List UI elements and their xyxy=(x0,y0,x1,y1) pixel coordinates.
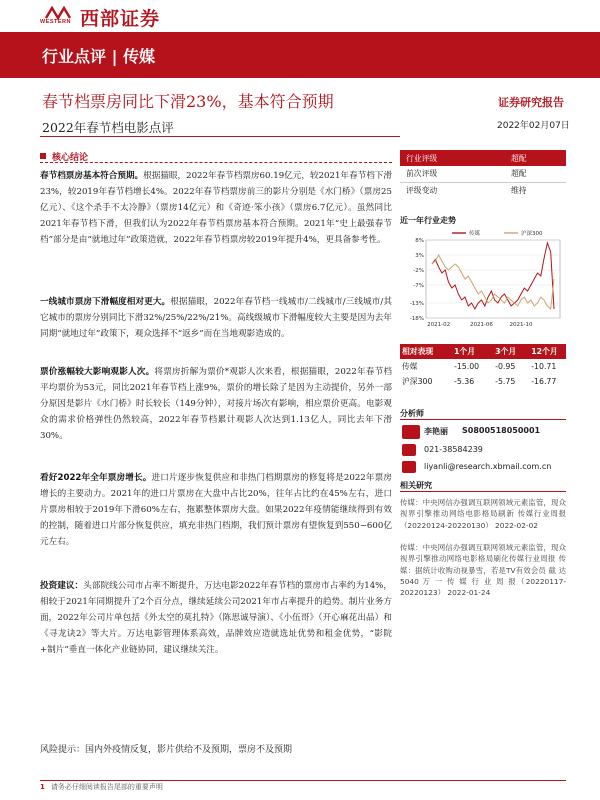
paragraph-box-office xyxy=(40,168,392,248)
y-tick-label: 8% xyxy=(415,238,424,244)
y-tick-label: -18% xyxy=(409,316,424,322)
paragraph-body: 根据猫眼，2022年春节档一线城市/二线城市/三线城市/其它城市的票房分别同比下滑32%/25%/22%/21%。高线级城市下滑幅度较大主要是因为去年同期“就地过年”政策下，观众选择不“返乡”而在当地观影造成的。 xyxy=(40,297,392,339)
analyst-name: 李艳丽 xyxy=(424,427,448,436)
analyst-icon xyxy=(402,425,420,439)
report-type: 证券研究报告 xyxy=(498,96,564,109)
x-tick-label: 2021-02 xyxy=(427,322,451,328)
performance-cell: -10.71 xyxy=(531,362,557,371)
related-item-text: 传媒：中央网信办强调互联网领域元素监管，现众视界引擎推动网络电影格局刷新 传媒行业周报（20220124-20220130） xyxy=(400,498,566,530)
rating-row xyxy=(400,166,566,182)
y-tick-label: -2% xyxy=(413,268,424,274)
analyst-email[interactable]: liyanli@research.xbmail.com.cn xyxy=(424,462,552,471)
rating-value: 维持 xyxy=(511,185,527,195)
related-research-title: 相关研究 xyxy=(400,481,432,490)
performance-cell: -5.36 xyxy=(454,377,475,386)
related-item[interactable] xyxy=(400,542,566,598)
trend-chart xyxy=(400,226,566,332)
analyst-phone: 021-38584239 xyxy=(424,445,483,454)
paragraph-lead: 票价涨幅较大影响观影人次。 xyxy=(40,367,155,377)
y-tick-label: -13% xyxy=(409,301,424,307)
rating-table xyxy=(400,150,566,198)
paragraph-tier1-cities xyxy=(40,294,392,342)
y-tick-label: -7% xyxy=(413,283,424,289)
footer-divider xyxy=(40,780,566,781)
performance-header: 12个月 xyxy=(523,344,566,359)
rating-label: 行业评级 xyxy=(400,150,505,166)
performance-row xyxy=(400,359,566,374)
performance-row xyxy=(400,374,566,389)
y-tick-label: 3% xyxy=(415,253,424,259)
mail-icon xyxy=(402,461,416,473)
paragraph-body: 根据猫眼，2022年春节档票房60.19亿元，较2021年春节档下滑23%，较2019年春节档增长4%。2022年春节档票房前三的影片分别是《水门桥》（票房25亿元）、《这个杀手不太冷静》（票房14亿元）和《奇迹·笨小孩》（票房6.7亿元）。虽然同比2021年春节档下滑，但我们认为2022年春节档票房基本符合预期。2021年“史上最强春节档”部分是由“就地过年”政策造就，2022年春节档票房较2019年提升4%，更具备参考性。 xyxy=(40,171,392,245)
performance-header-row xyxy=(400,344,566,359)
analyst-section-title: 分析师 xyxy=(400,409,424,418)
paragraph-lead: 春节档票房基本符合预期。 xyxy=(40,171,144,181)
rating-label: 评级变动 xyxy=(406,185,438,195)
report-subtitle: 2022年春节档电影点评 xyxy=(42,120,174,135)
page-number: 1 xyxy=(40,783,45,791)
performance-cell: -0.95 xyxy=(495,362,516,371)
related-item-date: 2022-02-02 xyxy=(495,520,538,530)
footer-disclaimer: 请务必仔细阅读报告尾部的重要声明 xyxy=(50,783,163,791)
title-divider xyxy=(40,136,400,137)
performance-cell: 传媒 xyxy=(402,362,418,371)
related-divider xyxy=(400,491,566,492)
paragraph-body: 进口片逐步恢复供应和非热门档期票房的修复将是2022年票房增长的主要动力。2021年的进口片票房在大盘中占比20%，往年占比约在45%左右，进口片票房相较于2019年下滑60%左右，拖累整体票房大盘。如果2022年疫情能继续得到有效的控制，随着进口片部分恢复供应，填充非热门档期，我们预计票房有望恢复到550~600亿元左右。 xyxy=(40,473,392,547)
performance-cell: -15.00 xyxy=(454,362,480,371)
legend-label: 传媒 xyxy=(469,231,481,237)
paragraph-lead: 投资建议： xyxy=(40,581,84,591)
series-line-media xyxy=(432,243,554,309)
performance-header: 3个月 xyxy=(487,344,523,359)
paragraph-lead: 一线城市票房下滑幅度相对更大。 xyxy=(40,297,171,307)
performance-table xyxy=(400,344,566,389)
rating-label: 前次评级 xyxy=(400,166,505,182)
performance-cell: -5.75 xyxy=(495,377,516,386)
report-title: 春节档票房同比下滑23%，基本符合预期 xyxy=(42,92,334,111)
performance-cell: -16.77 xyxy=(531,377,557,386)
related-item-date: 2022-01-24 xyxy=(447,588,491,598)
risk-warning: 风险提示：国内外疫情反复，影片供给不及预期，票房不及预期 xyxy=(40,745,293,755)
brand-logo-cn: 西部证券 xyxy=(80,8,161,30)
paragraph-body: 将票房折解为票价*观影人次来看，根据猫眼，2022年春节档平均票价为53元，同比2021年春节档上涨9%，票价的增长除了是因为主动提价，另外一部分原因是影片《水门桥》时长较长（149分钟），对接片场次有影响，相应票价更高。电影观众的需求价格弹性仍然较高，2022年春节档累计观影人次达到1.13亿人，同比去年下滑30%。 xyxy=(40,367,392,441)
footer xyxy=(40,782,163,792)
related-item[interactable] xyxy=(400,497,566,531)
rating-row xyxy=(400,150,566,166)
bullet-icon xyxy=(40,153,46,159)
analyst-cert-number: S0800518050001 xyxy=(462,426,541,435)
core-conclusion-heading: 核心结论 xyxy=(52,153,89,163)
core-divider xyxy=(40,162,392,163)
paragraph-full-year-outlook xyxy=(40,470,392,550)
chart-frame xyxy=(426,240,560,318)
header-title: 行业点评 | 传媒 xyxy=(42,47,155,66)
rating-row xyxy=(400,182,566,198)
x-tick-label: 2021-06 xyxy=(469,322,493,328)
paragraph-investment-advice xyxy=(40,578,392,658)
trend-chart-title: 近一年行业走势 xyxy=(400,216,456,225)
x-tick-label: 2021-10 xyxy=(509,322,533,328)
series-line-hs300 xyxy=(432,255,554,309)
paragraph-body: 头部院线公司市占率不断提升，万达电影2022年春节档的票房市占率约为14%，相较于2021年同期提升了2个百分点，继续延续公司2021年市占率提升的趋势。制片业务方面，2022年公司片单包括《外太空的莫扎特》（陈思诚导演）、《小伍哥》（开心麻花出品）和《寻龙诀2》等大片。万达电影管理体系高效，品牌效应造就选址优势和租金优势，“影院+制片”垂直一体化产业链协同，建议继续关注。 xyxy=(40,581,392,655)
rating-value: 超配 xyxy=(505,166,566,182)
phone-icon xyxy=(402,444,416,456)
performance-header: 相对表现 xyxy=(400,344,446,359)
brand-logo-en: WESTERN xyxy=(40,19,71,25)
performance-header: 1个月 xyxy=(446,344,487,359)
rating-value: 超配 xyxy=(505,150,566,166)
western-logo-icon xyxy=(44,6,72,20)
legend-label: 沪深300 xyxy=(521,231,543,237)
performance-cell: 沪深300 xyxy=(402,377,433,386)
analyst-divider xyxy=(400,419,566,420)
paragraph-lead: 看好2022年全年票房增长。 xyxy=(40,473,152,483)
related-item-text: 传媒：中央网信办强调互联网领域元素监管，现众视界引擎推动网络电影格局刷化传媒行业周报 传媒：据统计收购动视暴雪，若是TV有效会员 截 达 5040 万 一 传 媒 行 业 周 报（20220117-20220123） xyxy=(400,543,566,598)
paragraph-ticket-price xyxy=(40,364,392,444)
report-date: 2022年02月07日 xyxy=(497,121,570,131)
